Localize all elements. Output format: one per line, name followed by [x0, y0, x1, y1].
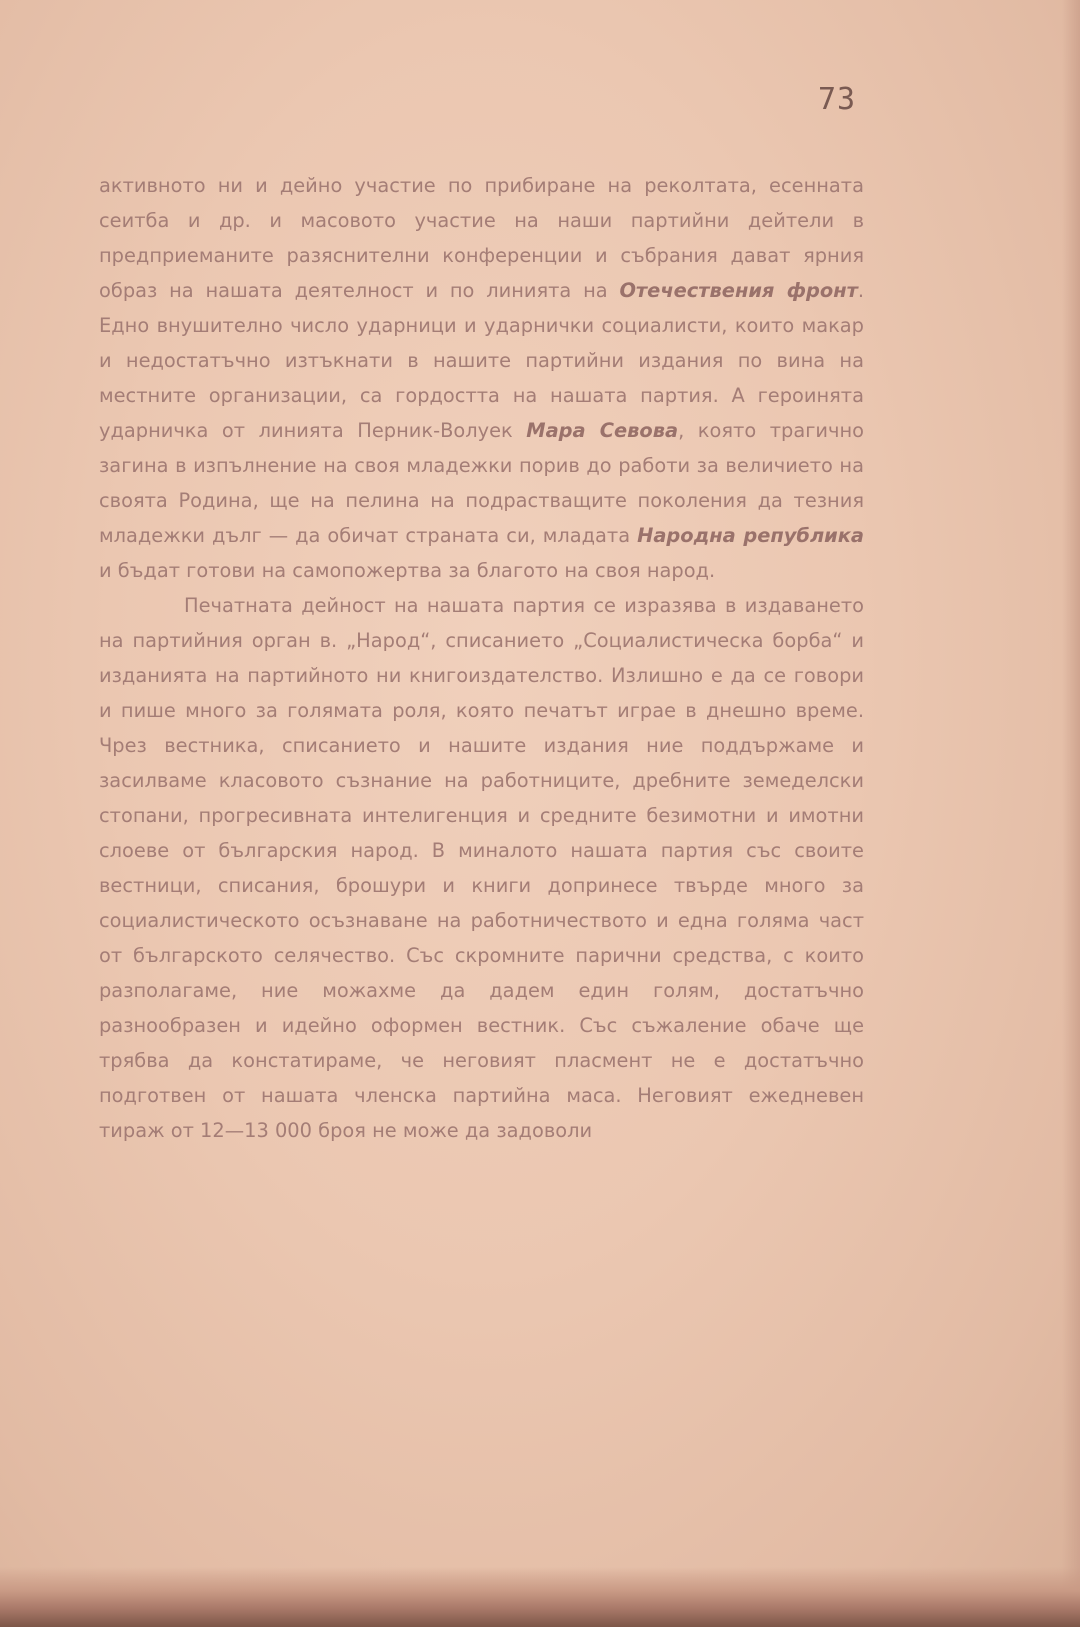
page-bottom-shadow — [0, 1567, 1080, 1627]
emphasized-term: Отечествения фронт — [619, 279, 858, 302]
text-span: и бъдат готови на самопожертва за благото на своя народ. — [99, 559, 716, 582]
text-span: активното ни и дейно участие по прибиране на реколтата, есенната сеитба и др. и масовото участие на наши партийни дейтели в предприеманите разяснителни конференции и събрания дават ярния образ на нашата деятелност и по линията на — [99, 174, 864, 302]
paragraph-1 — [99, 168, 864, 588]
paragraph-2 — [99, 588, 864, 1148]
body-text — [99, 168, 864, 1148]
emphasized-term: Народна република — [637, 524, 864, 547]
text-span: , която трагично загина в изпълнение на своя младежки порив до работи за величието на своята Родина, ще на пелина на подрастващите поколения да тезния младежки дълг — да обичат страната си, младата — [99, 419, 864, 547]
page-edge-shadow — [1062, 0, 1080, 1627]
emphasized-name: Мара Севова — [526, 419, 679, 442]
page-number: 73 — [818, 82, 857, 117]
text-span: . Едно внушително число ударници и ударнички социалисти, които макар и недостатъчно изтъкнати в нашите партийни издания по вина на местните организации, са гордостта на нашата партия. А героинята ударничка от линията Перник-Волуек — [99, 279, 864, 442]
text-span: Печатната дейност на нашата партия се изразява в издаването на партийния орган в. „Народ“, списанието „Социалистическа борба“ и изданията на партийното ни книгоиздателство. Излишно е да се говори и пише много за голямата роля, която печатът играе в днешно време. Чрез вестника, списанието и нашите издания ние поддържаме и засилваме класовото съзнание на работниците, дребните земеделски стопани, прогресивната интелигенция и средните безимотни и имотни слоеве от българския народ. В миналото нашата партия със своите вестници, списания, брошури и книги допринесе твърде много за социалистическото осъзнаване на работничеството и една голяма част от българското селячество. Със скромните парични средства, с които разполагаме, ние можахме да дадем един голям, достатъчно разнообразен и идейно оформен вестник. Със съжаление обаче ще трябва да констатираме, че неговият пласмент не е достатъчно подготвен от нашата членска партийна маса. Неговият ежедневен тираж от 12—13 000 броя не може да задоволи — [99, 594, 864, 1142]
